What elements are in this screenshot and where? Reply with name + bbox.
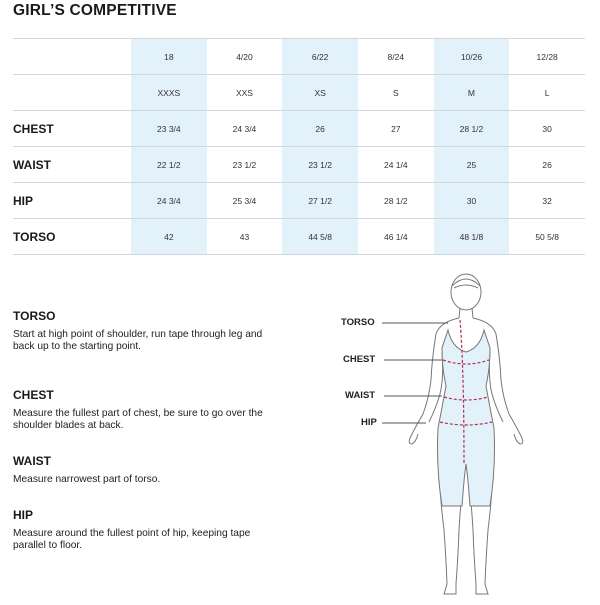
right-inner-arm xyxy=(489,352,503,422)
instruction-waist xyxy=(13,454,263,486)
size-alpha-cell: XS xyxy=(282,75,358,111)
table-cell: 27 xyxy=(358,111,434,147)
size-alpha-cell: XXXS xyxy=(131,75,207,111)
swim-cap-line xyxy=(454,285,478,288)
size-alpha-cell: M xyxy=(434,75,510,111)
instruction-text: Start at high point of shoulder, run tape through leg and back up to the starting point. xyxy=(13,329,263,352)
row-label: HIP xyxy=(13,183,131,219)
size-number-cell: 12/28 xyxy=(509,39,585,75)
instruction-heading: TORSO xyxy=(13,309,56,323)
table-cell: 44 5/8 xyxy=(282,219,358,255)
table-cell: 26 xyxy=(282,111,358,147)
table-cell: 43 xyxy=(207,219,283,255)
figure-label-torso: TORSO xyxy=(341,317,375,328)
row-label: CHEST xyxy=(13,111,131,147)
table-row-torso xyxy=(13,219,585,255)
size-alpha-cell: S xyxy=(358,75,434,111)
table-cell: 26 xyxy=(509,147,585,183)
size-chart-table xyxy=(13,38,585,255)
size-number-row xyxy=(13,39,585,75)
table-cell: 28 1/2 xyxy=(434,111,510,147)
figure-label-waist: WAIST xyxy=(345,390,376,401)
size-number-cell: 6/22 xyxy=(282,39,358,75)
table-cell: 32 xyxy=(509,183,585,219)
size-alpha-cell: L xyxy=(509,75,585,111)
table-cell: 22 1/2 xyxy=(131,147,207,183)
table-cell: 30 xyxy=(434,183,510,219)
instruction-text: Measure narrowest part of torso. xyxy=(13,474,161,485)
swimsuit-shape xyxy=(438,330,495,506)
table-cell: 24 3/4 xyxy=(207,111,283,147)
table-cell: 46 1/4 xyxy=(358,219,434,255)
instruction-heading: HIP xyxy=(13,508,34,522)
table-cell: 27 1/2 xyxy=(282,183,358,219)
instruction-chest xyxy=(13,388,263,431)
header-blank-cell xyxy=(13,39,131,75)
instruction-heading: CHEST xyxy=(13,388,54,402)
figure-label-chest: CHEST xyxy=(343,354,376,365)
instruction-torso xyxy=(13,309,263,352)
size-number-cell: 4/20 xyxy=(207,39,283,75)
table-cell: 30 xyxy=(509,111,585,147)
table-row-hip xyxy=(13,183,585,219)
header-blank-cell xyxy=(13,75,131,111)
instruction-text: Measure around the fullest point of hip, keeping tape parallel to floor. xyxy=(13,528,251,551)
size-alpha-cell: XXS xyxy=(207,75,283,111)
instruction-text: Measure the fullest part of chest, be sure to go over the shoulder blades at back. xyxy=(13,408,263,431)
table-cell: 25 xyxy=(434,147,510,183)
size-number-cell: 10/26 xyxy=(434,39,510,75)
table-cell: 24 3/4 xyxy=(131,183,207,219)
left-inner-arm xyxy=(429,352,443,422)
table-cell: 25 3/4 xyxy=(207,183,283,219)
table-cell: 48 1/8 xyxy=(434,219,510,255)
table-cell: 28 1/2 xyxy=(358,183,434,219)
table-cell: 23 1/2 xyxy=(282,147,358,183)
row-label: TORSO xyxy=(13,219,131,255)
size-number-cell: 18 xyxy=(131,39,207,75)
table-cell: 50 5/8 xyxy=(509,219,585,255)
table-row-waist xyxy=(13,147,585,183)
page-title: GIRL’S COMPETITIVE xyxy=(13,2,177,19)
table-cell: 24 1/4 xyxy=(358,147,434,183)
instruction-heading: WAIST xyxy=(13,454,51,468)
table-cell: 23 1/2 xyxy=(207,147,283,183)
size-number-cell: 8/24 xyxy=(358,39,434,75)
size-alpha-row xyxy=(13,75,585,111)
instruction-hip xyxy=(13,508,263,551)
table-cell: 23 3/4 xyxy=(131,111,207,147)
figure-label-hip: HIP xyxy=(361,417,377,428)
row-label: WAIST xyxy=(13,147,131,183)
table-cell: 42 xyxy=(131,219,207,255)
table-row-chest xyxy=(13,111,585,147)
measurement-figure xyxy=(330,268,600,600)
